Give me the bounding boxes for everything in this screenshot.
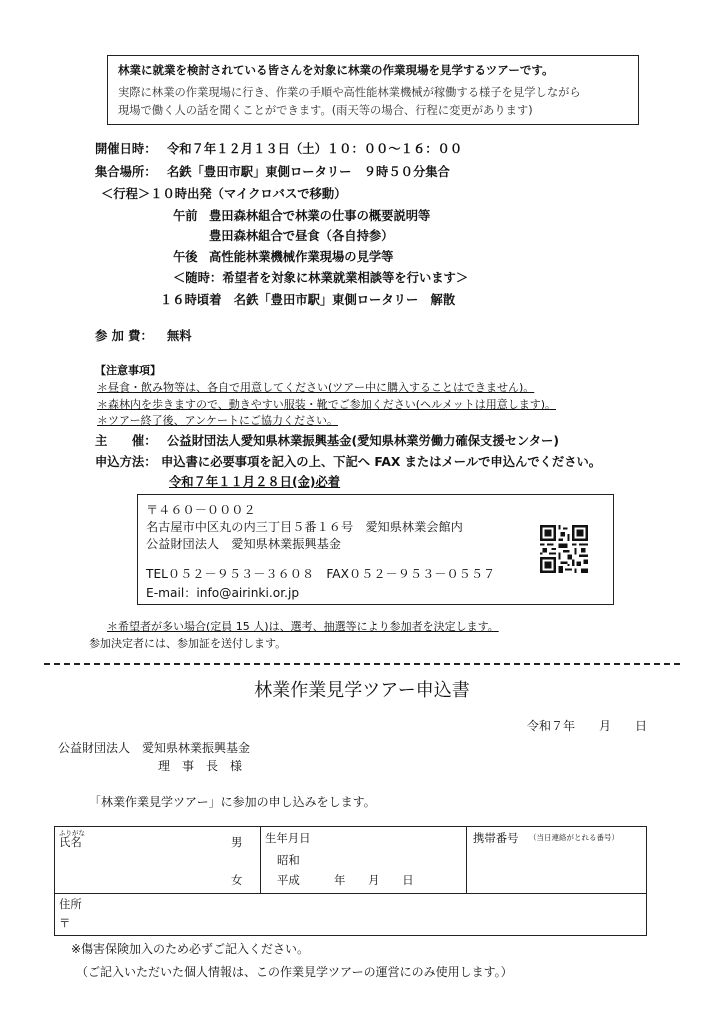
apply-value: 申込書に必要事項を記入の上、下記へ FAX またはメールで申込んでください。 xyxy=(161,455,602,469)
birth-era-heisei[interactable]: 平成 年 月 日 xyxy=(277,873,414,887)
date-label: 開催日時： xyxy=(95,142,157,156)
note-item-2: ＊森林内を歩きますので、動きやすい服装・靴でご参加ください(ヘルメットは用意します)。 xyxy=(97,398,557,411)
organizer-label: 主 催： xyxy=(95,434,157,448)
name-ruby-label: ふりがな xyxy=(59,829,85,837)
recipient-org: 公益財団法人 愛知県林業振興基金 xyxy=(58,741,251,755)
application-table xyxy=(54,826,647,936)
morning-item-2: 豊田森林組合で昼食（各自持参） xyxy=(209,229,394,243)
apply-deadline: 令和７年１１月２８日(金)必着 xyxy=(169,475,341,489)
footnote-privacy: （ご記入いただいた個人情報は、この作業見学ツアーの運営にのみ使用します。） xyxy=(76,965,513,979)
selection-note-1: ＊希望者が多い場合(定員 15 人)は、選考、抽選等により参加者を決定します。 xyxy=(107,620,499,633)
contact-street: 名古屋市中区丸の内三丁目５番１６号 愛知県林業会館内 xyxy=(146,520,463,534)
mobile-label[interactable]: 携帯番号 xyxy=(473,831,519,845)
selection-note-2: 参加決定者には、参加証を送付します。 xyxy=(89,637,287,650)
contact-phone-fax: TEL０５２－９５３－３６０８ FAX０５２－９５３－０５５７ xyxy=(146,567,496,581)
place-label: 集合場所： xyxy=(95,165,157,179)
date-value: 令和７年１２月１３日（土）１０：００～１６：００ xyxy=(167,142,463,156)
qr-code-icon xyxy=(540,525,588,573)
intro-line-2: 現場で働く人の話を聞くことができます。(雨天等の場合、行程に変更があります) xyxy=(118,104,533,117)
notes-header: 【注意事項】 xyxy=(95,364,161,377)
contact-org: 公益財団法人 愛知県林業振興基金 xyxy=(146,537,341,551)
mobile-note: （当日連絡がとれる番号） xyxy=(529,833,619,842)
form-date: 令和７年 月 日 xyxy=(527,719,648,733)
itinerary-header: ＜行程＞１０時出発（マイクロバスで移動） xyxy=(101,187,347,201)
gender-male[interactable]: 男 xyxy=(231,835,243,849)
finish-note: １６時頃着 名鉄「豊田市駅」東側ロータリー 解散 xyxy=(160,293,456,307)
form-title: 林業作業見学ツアー申込書 xyxy=(254,680,470,701)
place-value: 名鉄「豊田市駅」東側ロータリー ９時５０分集合 xyxy=(167,165,450,179)
intro-title: 林業に就業を検討されている皆さんを対象に林業の作業現場を見学するツアーです。 xyxy=(118,63,554,77)
address-label[interactable]: 住所 xyxy=(59,897,82,911)
cut-line xyxy=(44,663,680,665)
fee-value: 無料 xyxy=(167,329,192,343)
gender-female[interactable]: 女 xyxy=(231,873,243,887)
consultation-note: ＜随時：希望者を対象に林業就業相談等を行います＞ xyxy=(173,271,469,285)
fee-label: 参 加 費： xyxy=(95,329,153,343)
address-postal-mark: 〒 xyxy=(59,916,71,930)
intro-box xyxy=(107,55,639,125)
afternoon-label: 午後 xyxy=(173,250,198,264)
morning-item-1: 豊田森林組合で林業の仕事の概要説明等 xyxy=(209,209,431,223)
form-statement: 「林業作業見学ツアー」に参加の申し込みをします。 xyxy=(89,795,376,809)
birth-date-label: 生年月日 xyxy=(265,831,311,845)
contact-postal: 〒４６０－０００２ xyxy=(146,503,256,517)
birth-era-showa[interactable]: 昭和 xyxy=(277,853,300,867)
apply-label: 申込方法： xyxy=(95,455,157,469)
recipient-title: 理 事 長 様 xyxy=(158,759,243,773)
afternoon-item: 高性能林業機械作業現場の見学等 xyxy=(209,250,394,264)
note-item-1: ＊昼食・飲み物等は、各自で用意してください(ツアー中に購入することはできません)。 xyxy=(97,381,535,394)
organizer-value: 公益財団法人愛知県林業振興基金(愛知県林業労働力確保支援センター) xyxy=(167,434,559,448)
intro-line-1: 実際に林業の作業現場に行き、作業の手順や高性能林業機械が稼働する様子を見学しながら xyxy=(118,86,581,99)
note-item-3: ＊ツアー終了後、アンケートにご協力ください。 xyxy=(97,414,339,427)
name-label[interactable]: 氏名 xyxy=(59,835,82,849)
contact-email: E-mail：info@airinki.or.jp xyxy=(146,586,300,600)
footnote-insurance: ※傷害保険加入のため必ずご記入ください。 xyxy=(71,942,310,956)
morning-label: 午前 xyxy=(173,209,198,223)
